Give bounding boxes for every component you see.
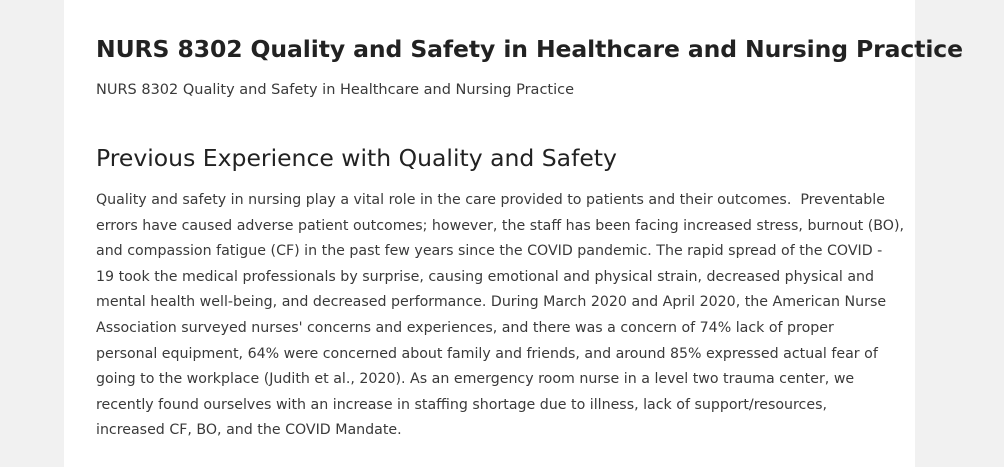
paragraph-line: and compassion fatigue (CF) in the past few years since the COVID pandemic. The rapid spread of the COVID -: [96, 243, 883, 260]
paragraph-line: mental health well-being, and decreased performance. During March 2020 and April 2020, the American Nurse: [96, 294, 887, 311]
article-subtitle: NURS 8302 Quality and Safety in Healthcare and Nursing Practice: [96, 82, 575, 98]
article-title: NURS 8302 Quality and Safety in Healthcare and Nursing Practice: [96, 35, 963, 63]
paragraph-line: 19 took the medical professionals by surprise, causing emotional and physical strain, decreased physical and: [96, 268, 875, 285]
body-paragraph: [96, 188, 904, 444]
section-heading: Previous Experience with Quality and Safety: [96, 144, 617, 172]
paragraph-line: errors have caused adverse patient outcomes; however, the staff has been facing increased stress, burnout (BO),: [96, 217, 904, 234]
paragraph-line: going to the workplace (Judith et al., 2020). As an emergency room nurse in a level two trauma center, we: [96, 371, 855, 388]
paragraph-line: Association surveyed nurses' concerns and experiences, and there was a concern of 74% lack of proper: [96, 319, 834, 336]
paragraph-line: Quality and safety in nursing play a vital role in the care provided to patients and their outcomes. Preventable: [96, 192, 885, 208]
paragraph-line: personal equipment, 64% were concerned about family and friends, and around 85% expressed actual fear of: [96, 345, 878, 362]
paragraph-line: increased CF, BO, and the COVID Mandate.: [96, 422, 402, 439]
paragraph-line: recently found ourselves with an increase in staffing shortage due to illness, lack of support/resources,: [96, 396, 827, 413]
page-card: [64, 0, 963, 467]
